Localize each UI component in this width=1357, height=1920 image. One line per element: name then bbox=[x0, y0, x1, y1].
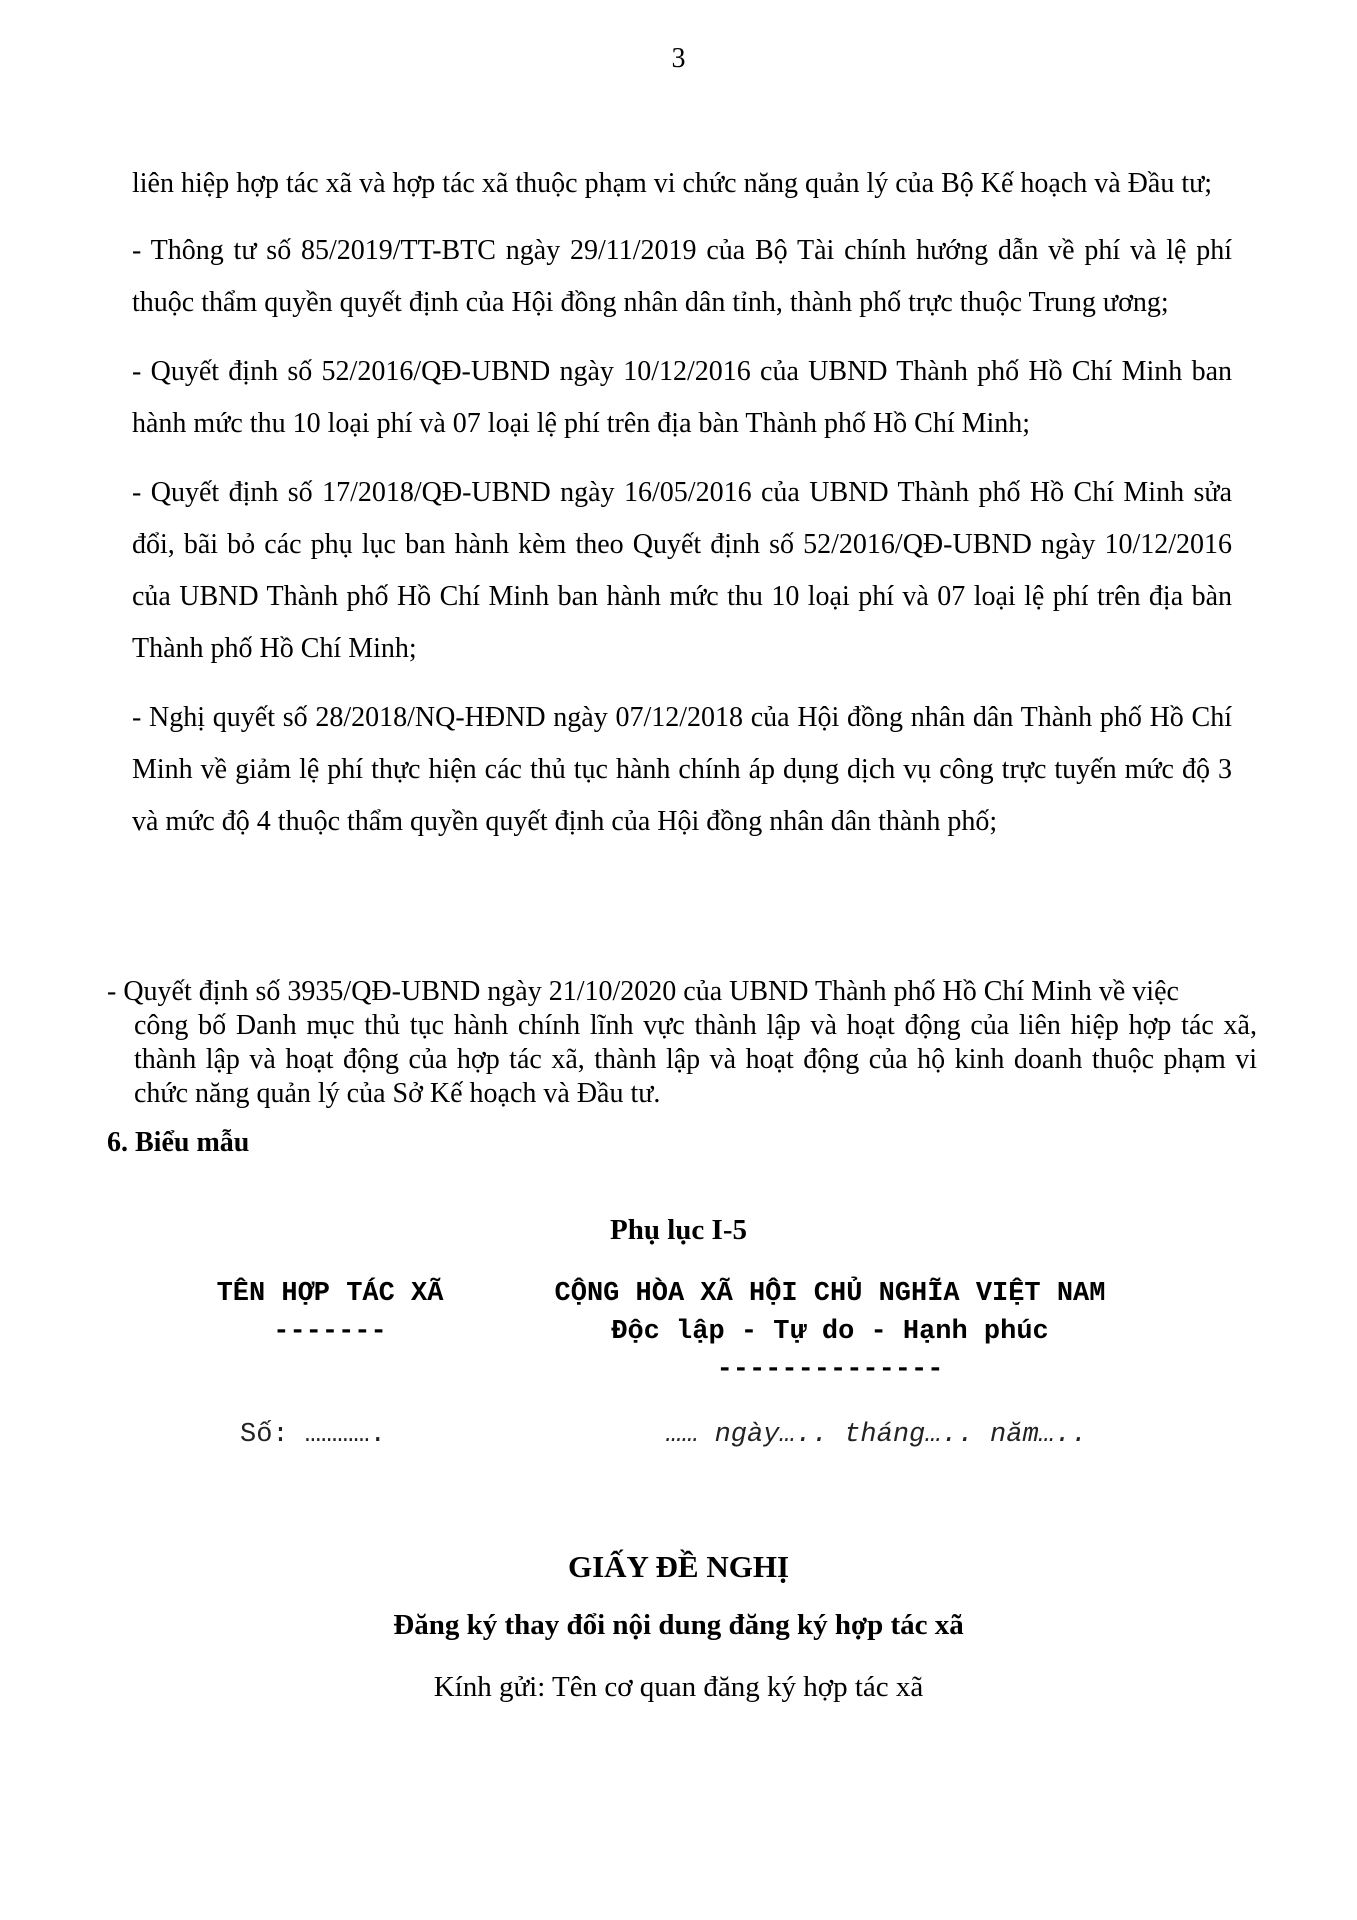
legal-basis-item: - Nghị quyết số 28/2018/NQ-HĐND ngày 07/12/2018 của Hội đồng nhân dân Thành phố Hồ Chí Minh về giảm lệ phí thực hiện các thủ tục hành chính áp dụng dịch vụ công trực tuyến mức độ 3 và mức độ 4 thuộc thẩm quyền quyết định của Hội đồng nhân dân thành phố; bbox=[132, 702, 1232, 837]
nation-name: CỘNG HÒA XÃ HỘI CHỦ NGHĨA VIỆT NAM bbox=[554, 1279, 1106, 1309]
form-subtitle: Đăng ký thay đổi nội dung đăng ký hợp tác xã bbox=[393, 1609, 964, 1641]
legal-basis-first-line: - Quyết định số 3935/QĐ-UBND ngày 21/10/2020 của UBND Thành phố Hồ Chí Minh về việc bbox=[107, 976, 1179, 1007]
appendix-title: Phụ lục I-5 bbox=[610, 1214, 747, 1246]
legal-basis-item: - Quyết định số 52/2016/QĐ-UBND ngày 10/12/2016 của UBND Thành phố Hồ Chí Minh ban hành mức thu 10 loại phí và 07 loại lệ phí trên địa bàn Thành phố Hồ Chí Minh; bbox=[132, 356, 1232, 439]
coop-name-rule: ------- bbox=[273, 1317, 387, 1347]
legal-basis-continuation: liên hiệp hợp tác xã và hợp tác xã thuộc phạm vi chức năng quản lý của Bộ Kế hoạch và Đầu tư; bbox=[132, 168, 1213, 199]
date-line: …… ngày….. tháng….. năm….. bbox=[666, 1420, 1088, 1450]
document-number: Số: …………. bbox=[240, 1420, 386, 1450]
section-heading: 6. Biểu mẫu bbox=[107, 1127, 250, 1158]
motto: Độc lập - Tự do - Hạnh phúc bbox=[611, 1317, 1049, 1347]
legal-basis-decision-3935 bbox=[107, 975, 1257, 1111]
legal-basis-continuation-lines: công bố Danh mục thủ tục hành chính lĩnh vực thành lập và hoạt động của liên hiệp hợp tác xã, thành lập và hoạt động của hợp tác xã, thành lập và hoạt động của hộ kinh doanh thuộc phạm vi chức năng quản lý của Sở Kế hoạch và Đầu tư. bbox=[134, 1010, 1257, 1109]
coop-name-header bbox=[190, 1275, 470, 1351]
national-motto-header bbox=[520, 1275, 1140, 1389]
page-number: 3 bbox=[671, 43, 686, 74]
recipient-line: Kính gửi: Tên cơ quan đăng ký hợp tác xã bbox=[433, 1671, 924, 1703]
legal-bases-list bbox=[132, 158, 1232, 865]
legal-basis-item: - Quyết định số 17/2018/QĐ-UBND ngày 16/05/2016 của UBND Thành phố Hồ Chí Minh sửa đổi, bãi bỏ các phụ lục ban hành kèm theo Quyết định số 52/2016/QĐ-UBND ngày 10/12/2016 của UBND Thành phố Hồ Chí Minh ban hành mức thu 10 loại phí và 07 loại lệ phí trên địa bàn Thành phố Hồ Chí Minh; bbox=[132, 477, 1232, 664]
legal-basis-item: - Thông tư số 85/2019/TT-BTC ngày 29/11/2019 của Bộ Tài chính hướng dẫn về phí và lệ phí thuộc thẩm quyền quyết định của Hội đồng nhân dân tỉnh, thành phố trực thuộc Trung ương; bbox=[132, 235, 1232, 318]
motto-rule: -------------- bbox=[716, 1355, 944, 1385]
coop-name: TÊN HỢP TÁC XÃ bbox=[216, 1279, 444, 1309]
form-title: GIẤY ĐỀ NGHỊ bbox=[567, 1549, 790, 1584]
